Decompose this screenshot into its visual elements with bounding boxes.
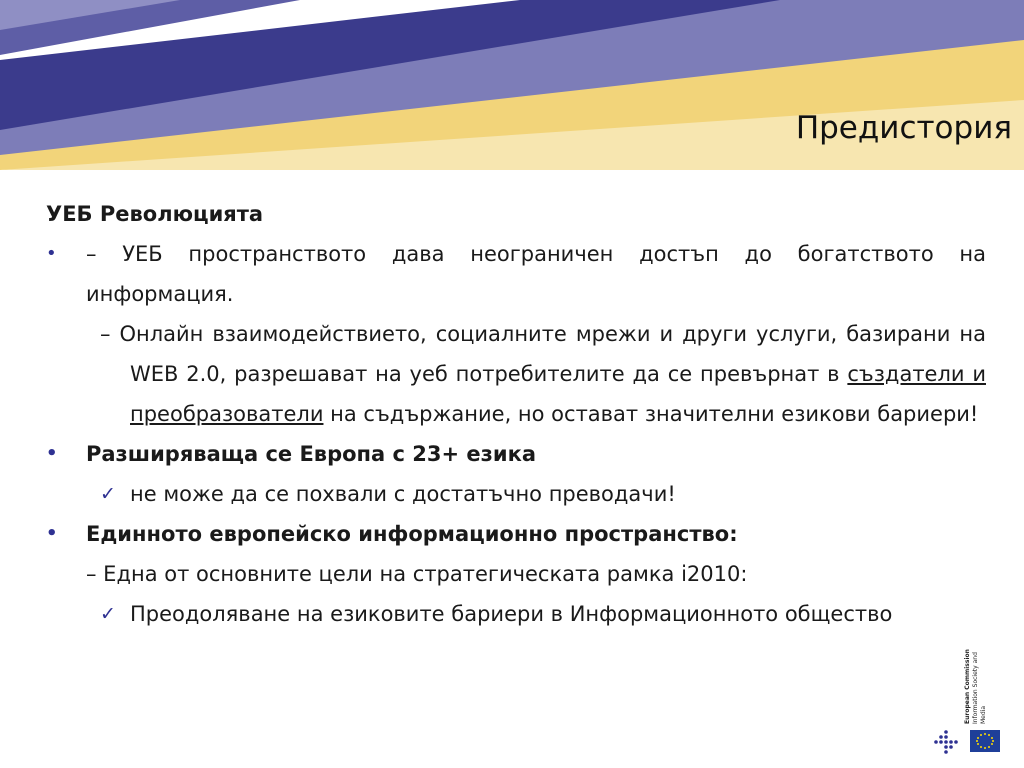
- eu-flag-icon: [970, 730, 1000, 752]
- sub-item-text: – Една от основните цели на стратегическата рамка i2010:: [86, 562, 748, 586]
- section-heading: УЕБ Революцията: [46, 202, 264, 226]
- sub-item-text-2: на съдържание, но остават значителни езикови бариери!: [323, 402, 979, 426]
- ec-dg-name: Information Society and Media: [972, 652, 987, 724]
- bullet-item-infospace: [46, 514, 986, 554]
- bullet-item-europe: [46, 434, 986, 474]
- bullet-text: Разширяваща се Европа с 23+ езика: [86, 442, 537, 466]
- checkmark-icon: ✓: [100, 603, 116, 625]
- slide-body: [46, 194, 986, 634]
- sub-item-i2010: [46, 554, 986, 594]
- sub-item-web20: [46, 314, 986, 434]
- bullet-icon: •: [46, 243, 57, 264]
- bullet-icon: •: [46, 523, 58, 544]
- underlined-phrase: създатели и преобразователи: [130, 362, 986, 426]
- checkmark-icon: ✓: [100, 483, 116, 505]
- slide-title: Предистория: [795, 110, 1012, 146]
- bullet-item-web: [46, 234, 986, 314]
- check-text: Преодоляване на езиковите бариери в Информационното общество: [130, 602, 893, 626]
- sub-item-text-1: – Онлайн взаимодействието, социалните мрежи и други услуги, базирани на WEB 2.0, разрешават на уеб потребителите да се превърнат в: [100, 322, 986, 386]
- check-item-translators: [46, 474, 986, 514]
- check-text: не може да се похвали с достатъчно преводачи!: [130, 482, 676, 506]
- ec-name: European Commission: [964, 649, 971, 724]
- bullet-text: Единното европейско информационно пространство:: [86, 522, 738, 546]
- check-item-barriers: [46, 594, 986, 634]
- bullet-text: – УЕБ пространството дава неограничен достъп до богатството на информация.: [86, 242, 986, 306]
- logo-area: [930, 630, 1010, 760]
- dots-logo-icon: [934, 730, 958, 754]
- bullet-icon: •: [46, 443, 58, 464]
